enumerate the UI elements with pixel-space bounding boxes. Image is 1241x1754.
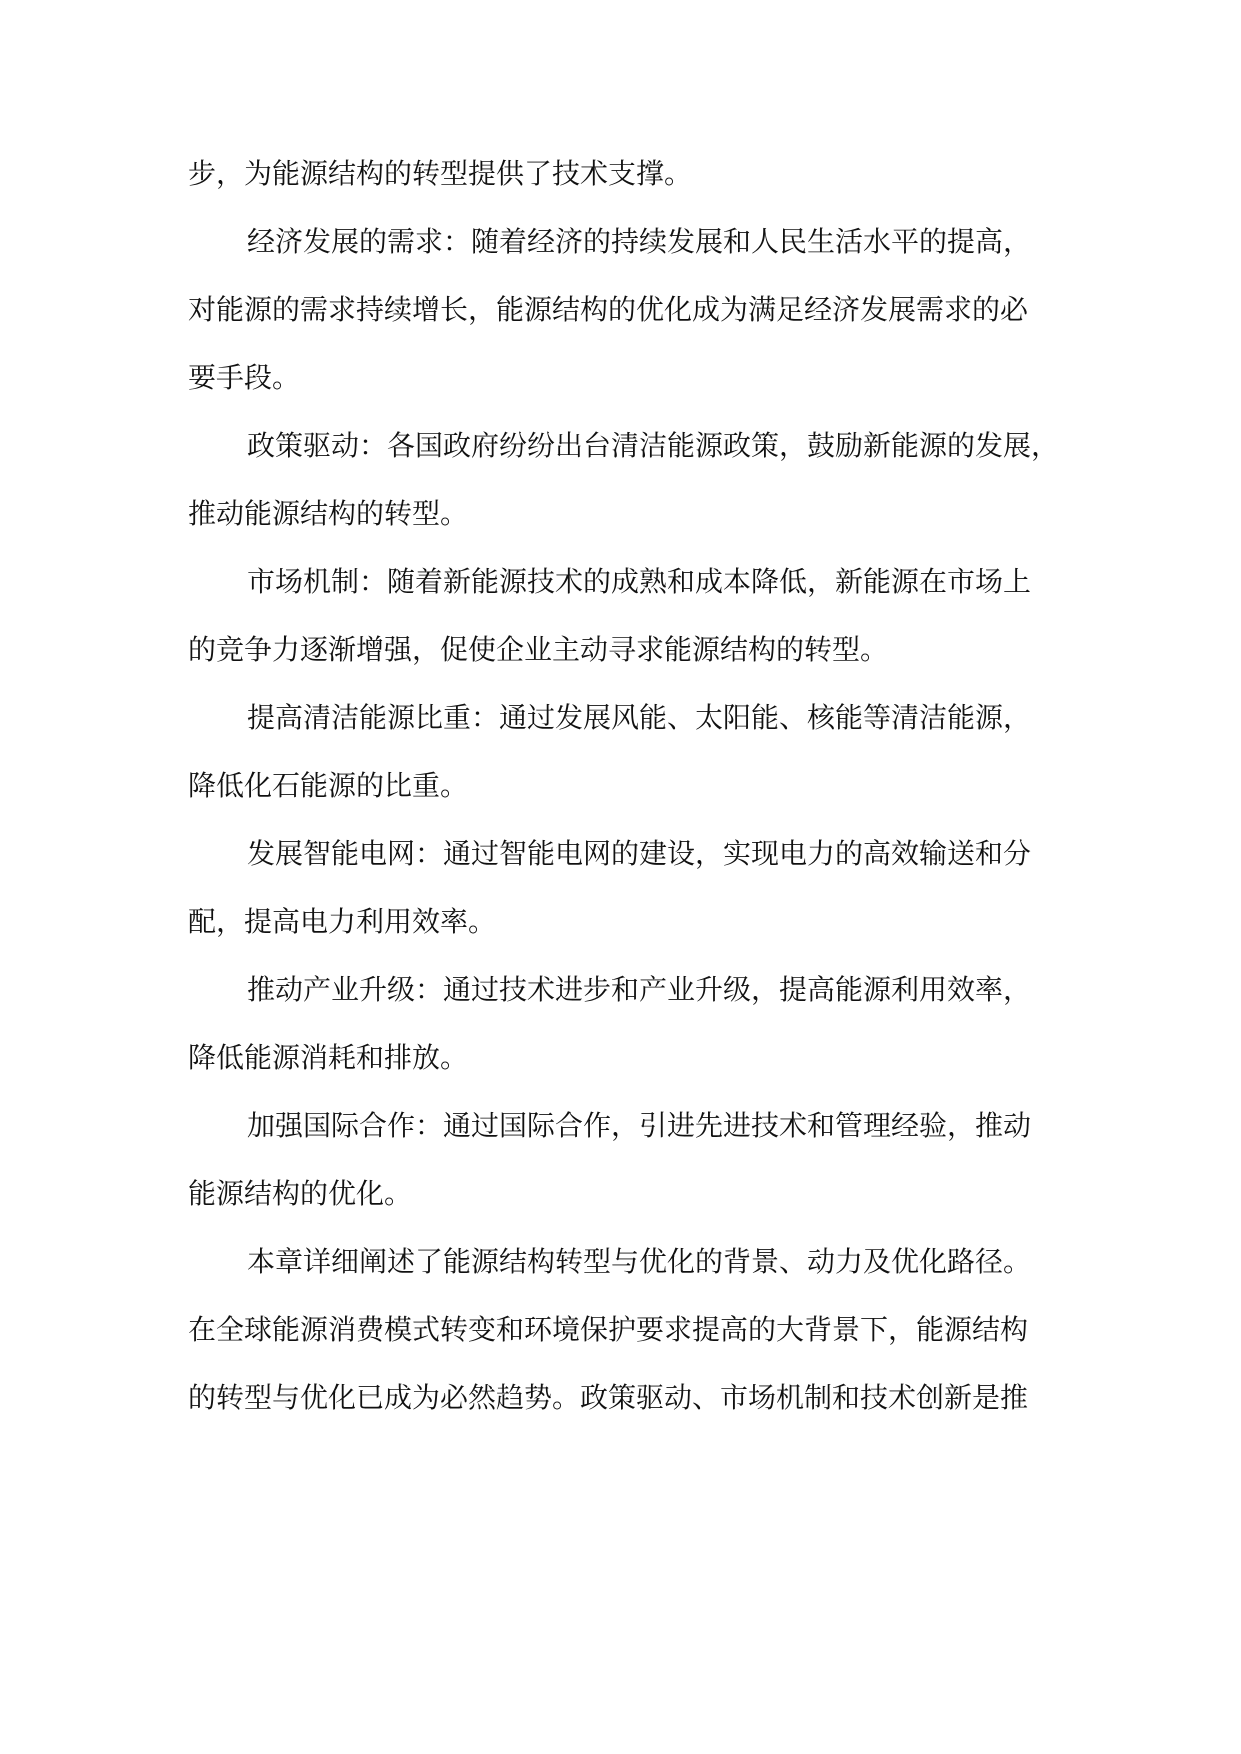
paragraph-tech-support — [188, 140, 1058, 208]
paragraph-policy-driven — [188, 412, 1058, 548]
paragraph-line: 提高清洁能源比重：通过发展风能、太阳能、核能等清洁能源， — [247, 701, 1032, 734]
paragraph-line: 推动能源结构的转型。 — [188, 497, 469, 530]
paragraph-line: 降低化石能源的比重。 — [188, 769, 469, 802]
paragraph-economic-demand — [188, 208, 1058, 412]
paragraph-line: 的转型与优化已成为必然趋势。政策驱动、市场机制和技术创新是推 — [188, 1381, 1029, 1414]
paragraph-line: 市场机制：随着新能源技术的成熟和成本降低，新能源在市场上 — [247, 565, 1032, 598]
paragraph-line: 的竞争力逐渐增强，促使企业主动寻求能源结构的转型。 — [188, 633, 889, 666]
paragraph-line: 降低能源消耗和排放。 — [188, 1041, 469, 1074]
paragraph-line: 能源结构的优化。 — [188, 1177, 413, 1210]
paragraph-line: 经济发展的需求：随着经济的持续发展和人民生活水平的提高， — [247, 225, 1032, 258]
document-body — [188, 140, 1058, 1432]
paragraph-line: 发展智能电网：通过智能电网的建设，实现电力的高效输送和分 — [247, 837, 1032, 870]
paragraph-industrial-upgrade — [188, 956, 1058, 1092]
paragraph-market-mechanism — [188, 548, 1058, 684]
paragraph-line: 在全球能源消费模式转变和环境保护要求提高的大背景下，能源结构 — [188, 1313, 1029, 1346]
paragraph-smart-grid — [188, 820, 1058, 956]
paragraph-line: 政策驱动：各国政府纷纷出台清洁能源政策，鼓励新能源的发展， — [247, 429, 1060, 462]
paragraph-line: 本章详细阐述了能源结构转型与优化的背景、动力及优化路径。 — [247, 1245, 1032, 1278]
paragraph-line: 加强国际合作：通过国际合作，引进先进技术和管理经验，推动 — [247, 1109, 1032, 1142]
paragraph-clean-energy-share — [188, 684, 1058, 820]
paragraph-line: 配，提高电力利用效率。 — [188, 905, 497, 938]
paragraph-chapter-summary — [188, 1228, 1058, 1432]
paragraph-line: 对能源的需求持续增长，能源结构的优化成为满足经济发展需求的必 — [188, 293, 1029, 326]
paragraph-line: 推动产业升级：通过技术进步和产业升级，提高能源利用效率， — [247, 973, 1032, 1006]
paragraph-line: 要手段。 — [188, 361, 301, 394]
paragraph-line: 步，为能源结构的转型提供了技术支撑。 — [188, 157, 693, 190]
paragraph-international-cooperation — [188, 1092, 1058, 1228]
